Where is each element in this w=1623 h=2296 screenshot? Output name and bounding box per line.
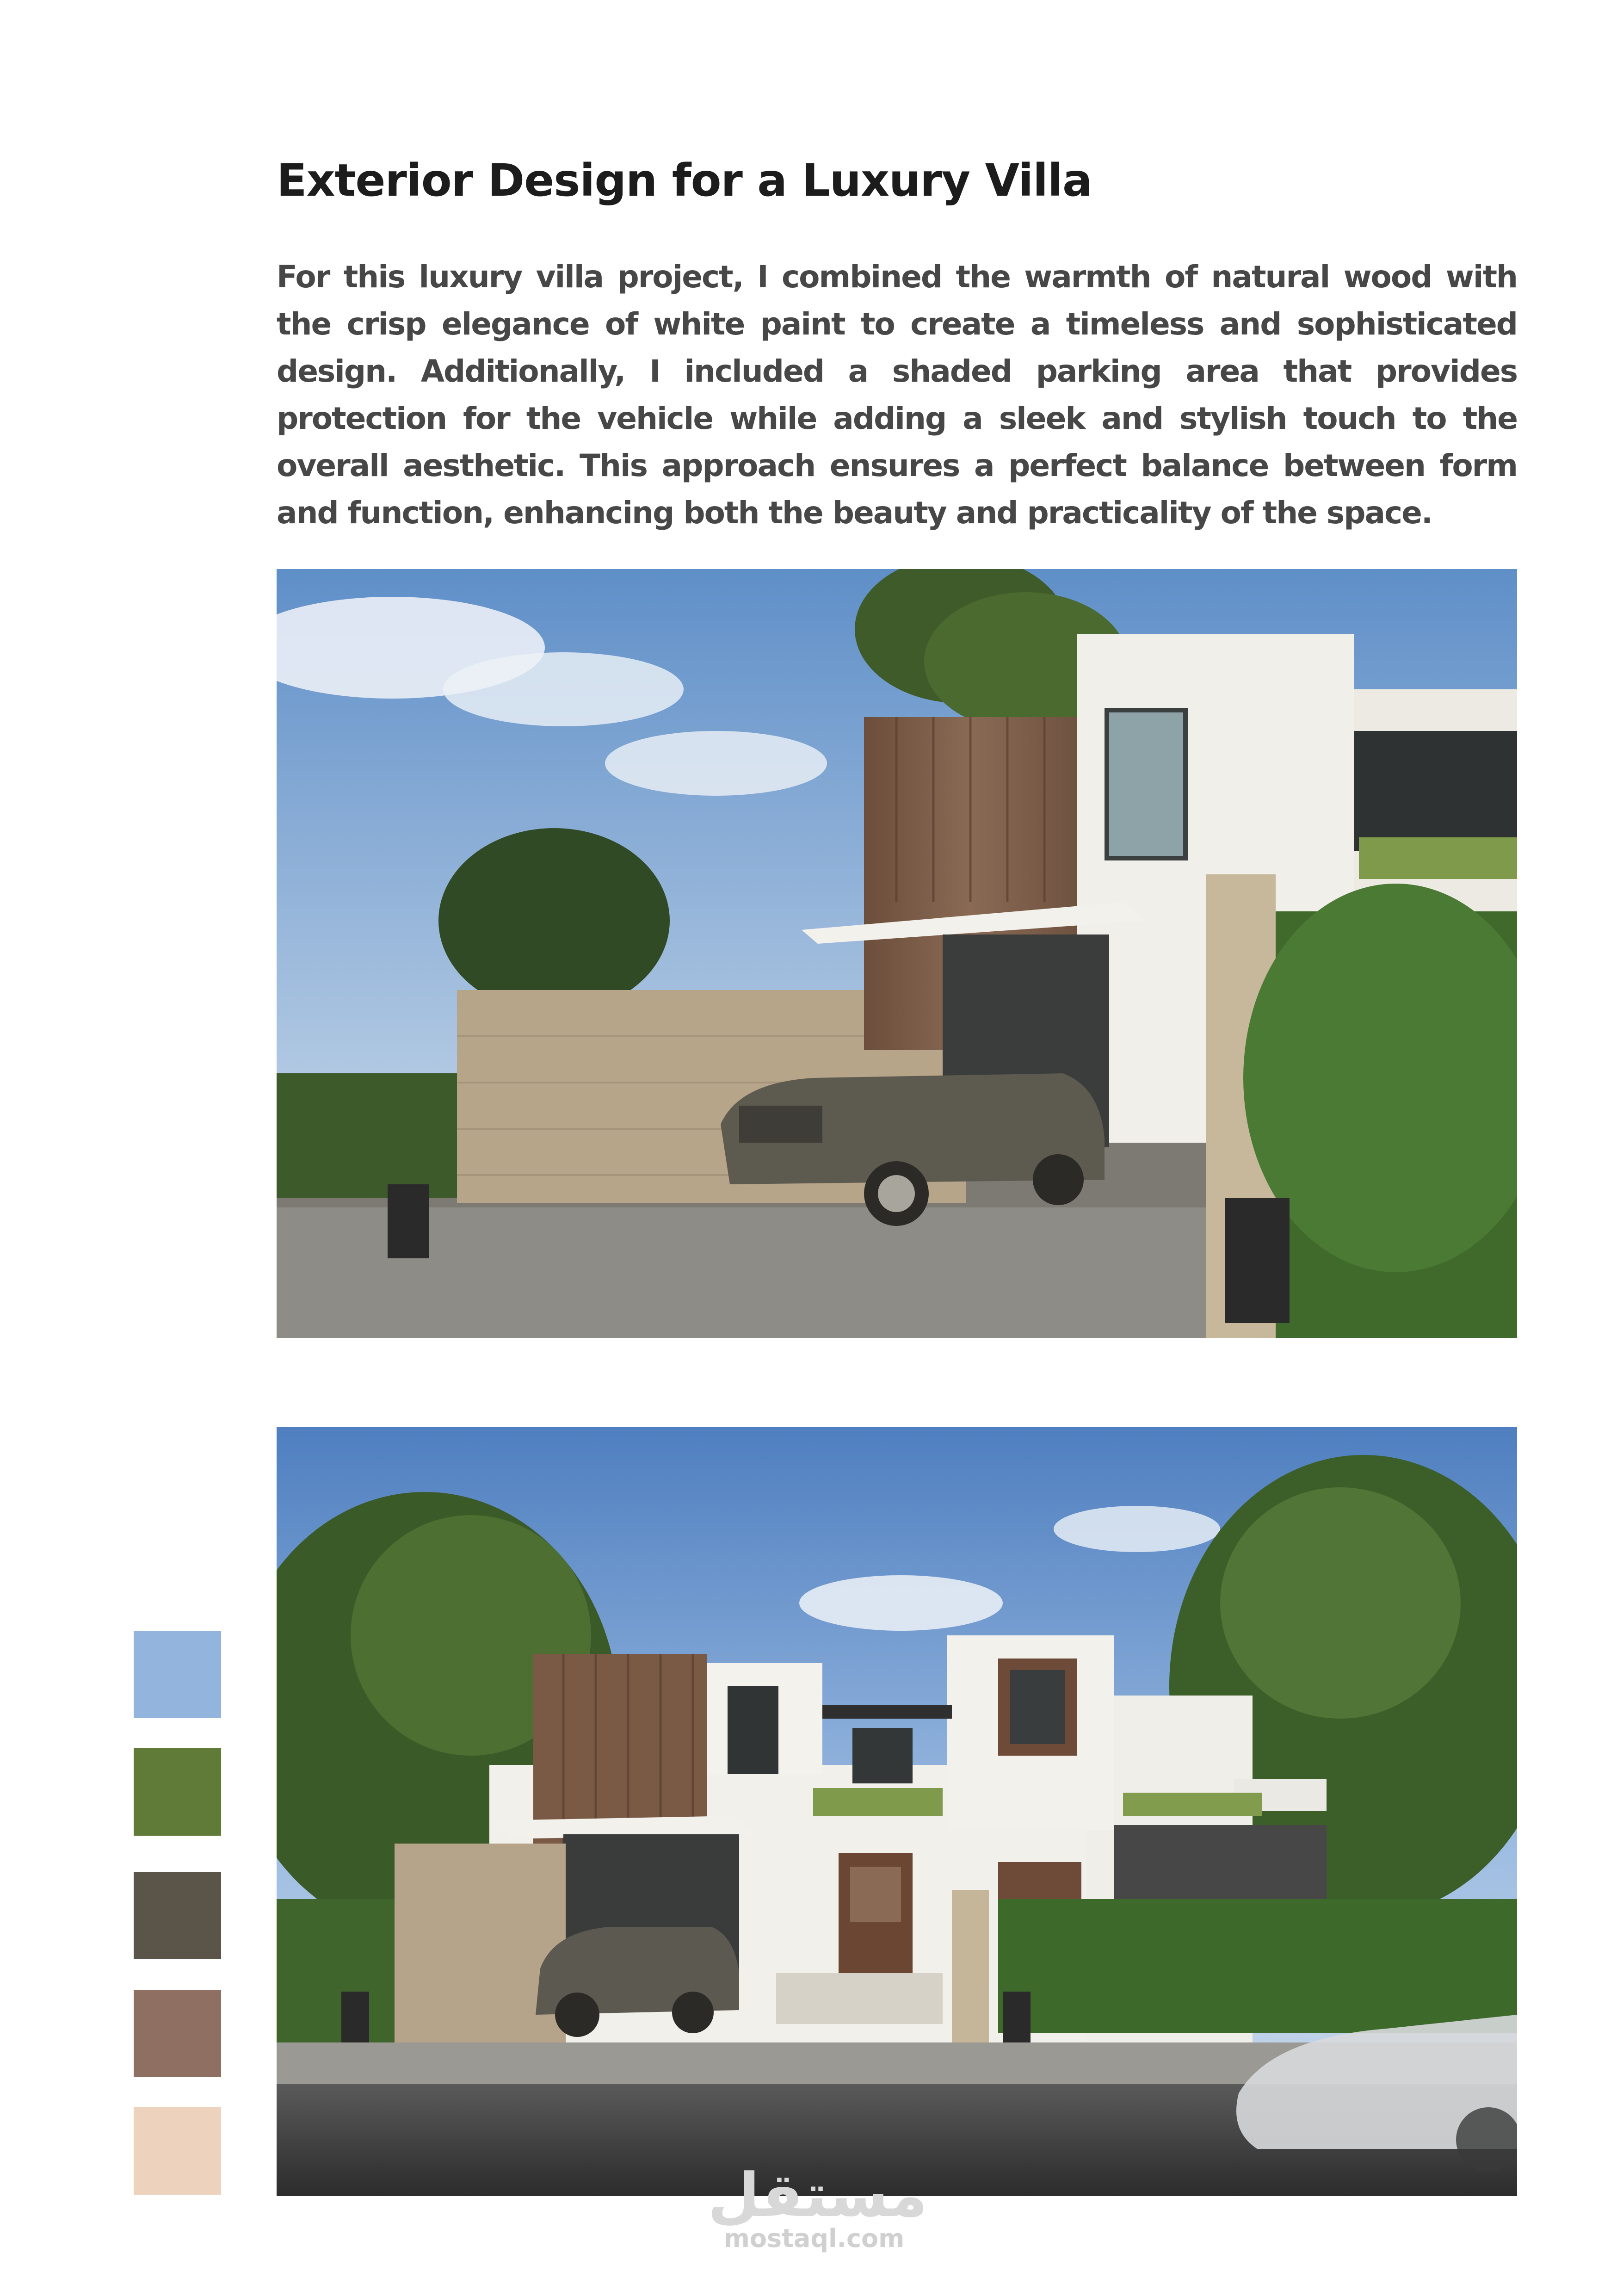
- palette-swatch-dark-taupe: [134, 1872, 221, 1959]
- watermark-site: mostaql.com: [723, 2224, 905, 2253]
- palette-swatch-olive-green: [134, 1748, 221, 1836]
- project-description: For this luxury villa project, I combined the warmth of natural wood with the crisp elegance of white paint to create a timeless and sophisticated design. Additionally, I included a shaded parking area that provides protection for the vehicle while adding a sleek and stylish touch to the overall aesthetic. This approach ensures a perfect balance between form and function, enhancing both the beauty and practicality of the space.: [277, 259, 1517, 531]
- palette-swatch-wood-brown: [134, 1990, 221, 2077]
- palette-swatch-sky-blue: [134, 1631, 221, 1718]
- watermark-logo: مستقل: [708, 2160, 928, 2230]
- villa-render-front-elevation: [277, 1427, 1517, 2196]
- palette-swatch-peach: [134, 2107, 221, 2195]
- page-title: Exterior Design for a Luxury Villa: [277, 155, 1092, 206]
- villa-render-carport-closeup: [277, 569, 1517, 1338]
